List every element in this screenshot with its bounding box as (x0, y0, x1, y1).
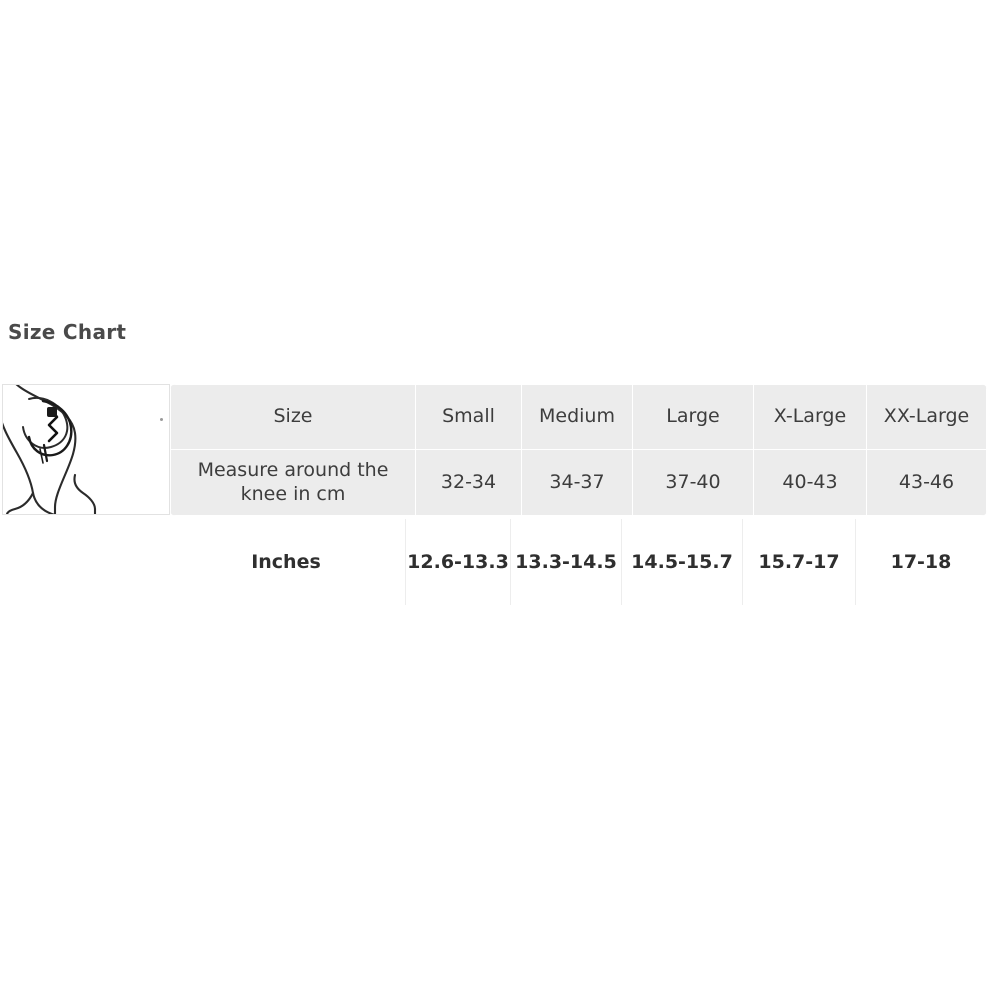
size-chart-table-inches (166, 518, 987, 606)
table-row (167, 519, 987, 606)
leg-with-knee-brace-icon (2, 384, 170, 515)
page-title: Size Chart (8, 320, 127, 344)
cell-inches-xlarge: 15.7-17 (743, 519, 856, 606)
header-size-large: Large (633, 385, 754, 450)
cell-inches-xxlarge: 17-18 (890, 551, 952, 573)
header-size-medium: Medium (522, 385, 633, 450)
row-label-cm: Measure around the knee in cm (171, 450, 416, 516)
header-size-xlarge: X-Large (754, 385, 867, 450)
table-header-row (171, 385, 987, 450)
leg-illustration-cell (2, 384, 170, 515)
cell-cm-large: 37-40 (633, 450, 754, 516)
table-row (171, 450, 987, 516)
cell-cm-xxlarge: 43-46 (867, 450, 987, 516)
header-label: Size (171, 385, 416, 450)
size-chart-table-metric (170, 384, 987, 516)
header-size-xxlarge: XX-Large (867, 385, 987, 450)
cell-cm-small: 32-34 (416, 450, 522, 516)
decorative-dot (160, 418, 163, 421)
cell-inches-large: 14.5-15.7 (622, 519, 743, 606)
row-label-inches: Inches (167, 519, 406, 606)
cell-inches-medium: 13.3-14.5 (511, 519, 622, 606)
header-size-small: Small (416, 385, 522, 450)
cell-cm-medium: 34-37 (522, 450, 633, 516)
cell-cm-xlarge: 40-43 (754, 450, 867, 516)
cell-inches-small: 12.6-13.3 (406, 519, 511, 606)
